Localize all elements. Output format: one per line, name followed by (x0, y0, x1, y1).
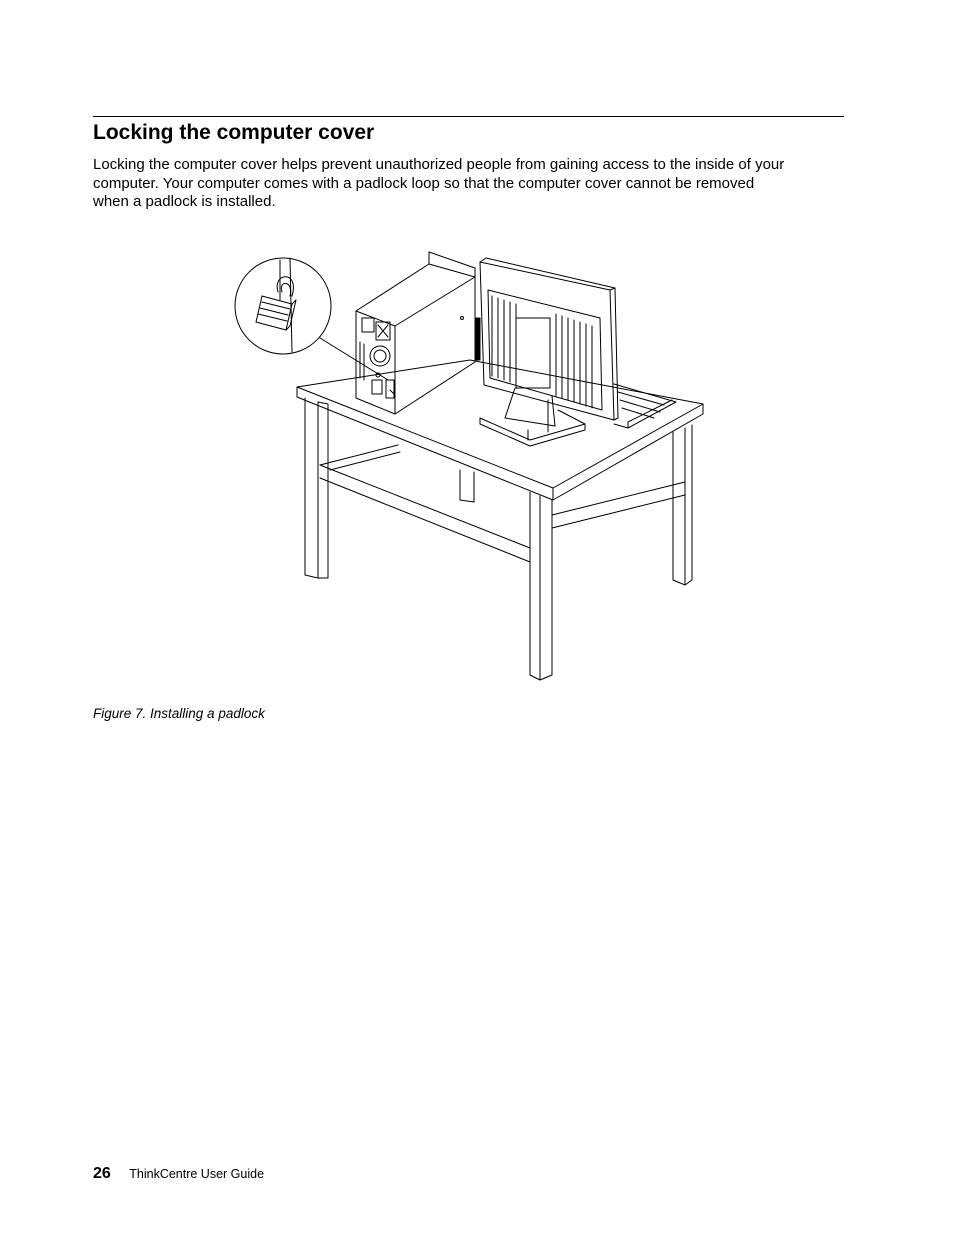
paragraph-line: computer. Your computer comes with a padlock loop so that the computer cover cannot be removed (93, 174, 755, 192)
keyboard-illustration (614, 384, 676, 428)
figure-caption: Figure 7. Installing a padlock (93, 706, 265, 721)
paragraph-line: Locking the computer cover helps prevent unauthorized people from gaining access to the inside of your (93, 156, 785, 173)
padlock-illustration (225, 240, 715, 690)
section-title: Locking the computer cover (93, 121, 375, 144)
page-footer (93, 1165, 264, 1183)
section-rule (93, 116, 844, 117)
computer-tower-illustration (356, 252, 480, 414)
page-number: 26 (93, 1165, 111, 1182)
paragraph-line: when a padlock is installed. (93, 193, 276, 210)
table-illustration (297, 360, 703, 680)
padlock-callout-icon (235, 258, 388, 380)
padlock-figure (225, 240, 715, 690)
monitor-illustration (480, 258, 618, 446)
guide-title: ThinkCentre User Guide (129, 1167, 265, 1181)
intro-paragraph (93, 156, 853, 212)
